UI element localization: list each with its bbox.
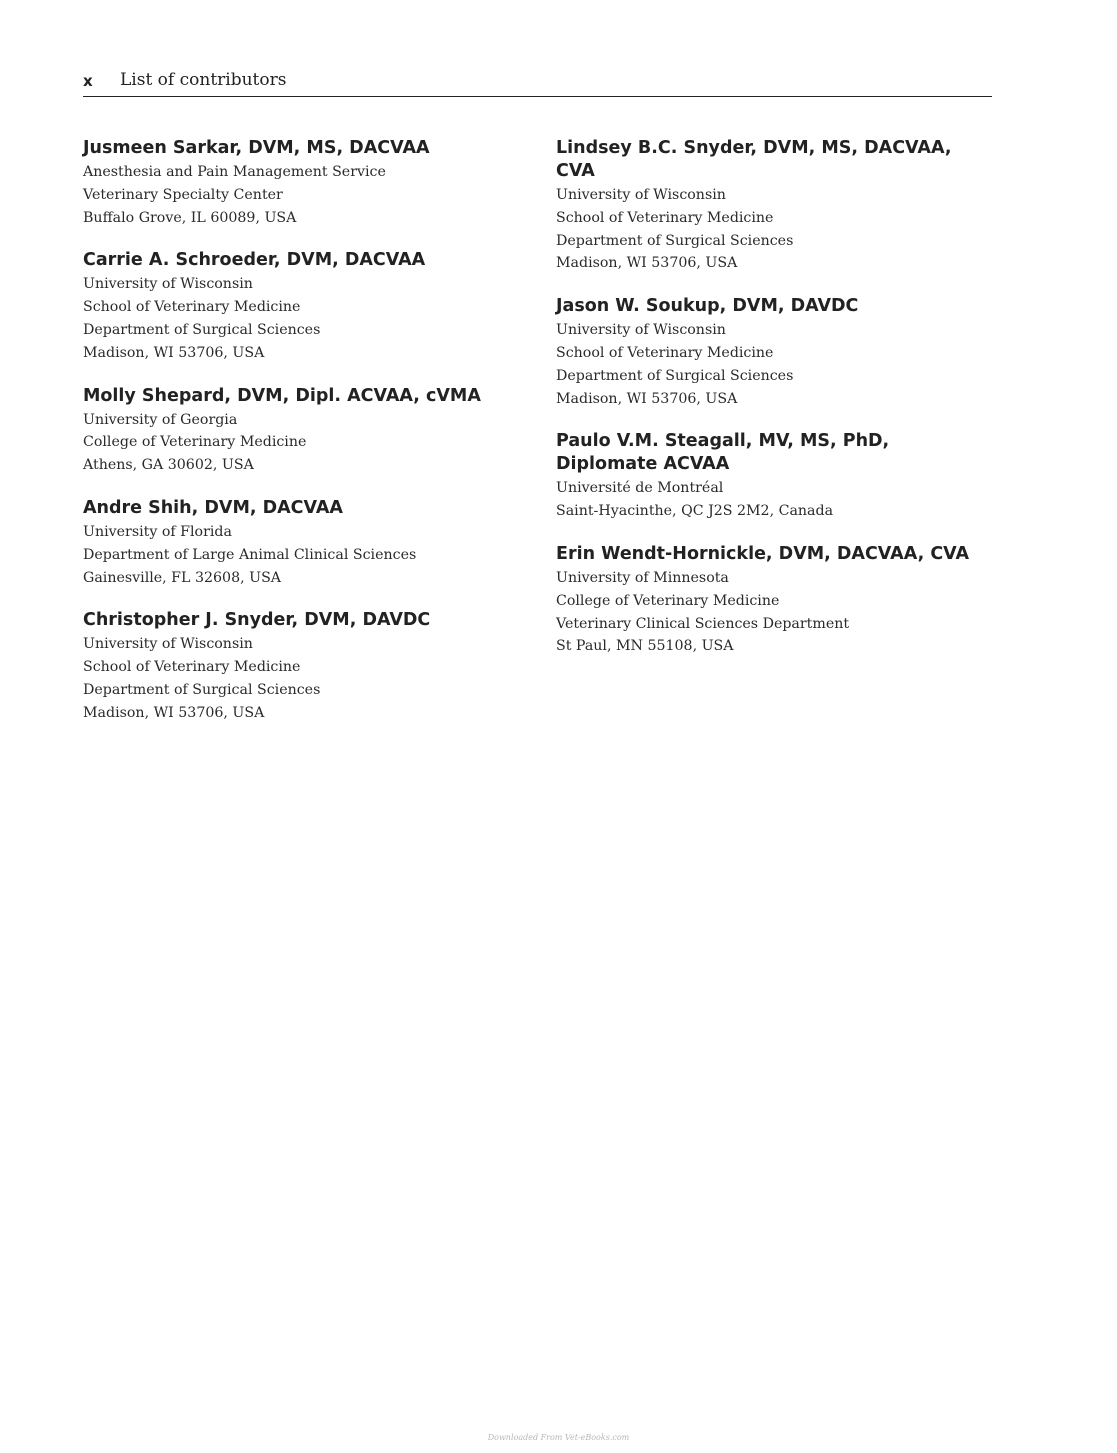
contributor-entry xyxy=(556,294,996,410)
contributor-entry xyxy=(556,542,996,658)
affiliation-line: University of Wisconsin xyxy=(83,636,253,653)
contributors-right-column xyxy=(556,136,996,677)
contributor-name: Lindsey B.C. Snyder, DVM, MS, DACVAA, CVA xyxy=(556,138,952,181)
contributor-entry xyxy=(83,248,523,364)
affiliation-line: Department of Surgical Sciences xyxy=(556,232,794,249)
contributor-name: Andre Shih, DVM, DACVAA xyxy=(83,497,343,518)
contributor-affiliation xyxy=(83,161,523,229)
contributor-affiliation xyxy=(83,409,523,477)
contributor-name: Christopher J. Snyder, DVM, DAVDC xyxy=(83,610,431,631)
contributor-name: Paulo V.M. Steagall, MV, MS, PhD, Diplomate ACVAA xyxy=(556,431,890,475)
affiliation-line: Athens, GA 30602, USA xyxy=(83,457,254,474)
affiliation-line: Veterinary Clinical Sciences Department xyxy=(556,615,850,632)
affiliation-line: School of Veterinary Medicine xyxy=(556,344,774,361)
affiliation-line: Anesthesia and Pain Management Service xyxy=(83,164,386,180)
affiliation-line: College of Veterinary Medicine xyxy=(556,592,780,609)
affiliation-line: Saint-Hyacinthe, QC J2S 2M2, Canada xyxy=(556,503,834,520)
contributor-name: Jusmeen Sarkar, DVM, MS, DACVAA xyxy=(83,138,430,158)
affiliation-line: School of Veterinary Medicine xyxy=(83,659,301,676)
affiliation-line: St Paul, MN 55108, USA xyxy=(556,638,734,655)
contributor-entry xyxy=(556,429,996,523)
affiliation-line: Université de Montréal xyxy=(556,480,724,497)
affiliation-line: Madison, WI 53706, USA xyxy=(556,390,738,407)
contributor-affiliation xyxy=(556,567,996,658)
affiliation-line: Madison, WI 53706, USA xyxy=(556,255,738,272)
contributor-entry xyxy=(83,384,523,477)
affiliation-line: Gainesville, FL 32608, USA xyxy=(83,569,282,586)
affiliation-line: Madison, WI 53706, USA xyxy=(83,344,265,361)
contributor-affiliation xyxy=(83,633,523,724)
affiliation-line: University of Wisconsin xyxy=(83,276,253,293)
contributor-entry xyxy=(83,496,523,589)
contributor-entry xyxy=(83,136,523,229)
affiliation-line: School of Veterinary Medicine xyxy=(556,209,774,226)
contributor-affiliation xyxy=(556,477,996,523)
affiliation-line: University of Georgia xyxy=(83,411,238,428)
affiliation-line: College of Veterinary Medicine xyxy=(83,434,307,451)
affiliation-line: University of Florida xyxy=(83,523,232,540)
contributor-name: Jason W. Soukup, DVM, DAVDC xyxy=(556,296,859,317)
contributor-affiliation xyxy=(556,184,996,275)
contributor-entry xyxy=(83,608,523,724)
contributor-entry xyxy=(556,136,996,275)
affiliation-line: Buffalo Grove, IL 60089, USA xyxy=(83,209,297,226)
affiliation-line: Department of Surgical Sciences xyxy=(556,367,794,384)
affiliation-line: Department of Large Animal Clinical Sciences xyxy=(83,546,417,563)
page-number: x xyxy=(83,72,93,90)
contributor-name: Carrie A. Schroeder, DVM, DACVAA xyxy=(83,250,426,271)
download-watermark: Downloaded From Vet-eBooks.com xyxy=(487,1433,630,1442)
running-title: List of contributors xyxy=(120,70,287,90)
affiliation-line: University of Wisconsin xyxy=(556,322,726,339)
contributor-affiliation xyxy=(83,521,523,589)
running-header xyxy=(83,70,992,97)
affiliation-line: Department of Surgical Sciences xyxy=(83,681,321,698)
contributor-affiliation xyxy=(83,273,523,364)
contributor-name: Molly Shepard, DVM, Dipl. ACVAA, cVMA xyxy=(83,385,481,406)
affiliation-line: Madison, WI 53706, USA xyxy=(83,704,265,721)
affiliation-line: Department of Surgical Sciences xyxy=(83,321,321,338)
affiliation-line: University of Minnesota xyxy=(556,569,729,586)
affiliation-line: University of Wisconsin xyxy=(556,187,726,203)
affiliation-line: School of Veterinary Medicine xyxy=(83,299,301,316)
contributors-left-column xyxy=(83,136,523,744)
contributor-name: Erin Wendt-Hornickle, DVM, DACVAA, CVA xyxy=(556,543,970,564)
affiliation-line: Veterinary Specialty Center xyxy=(83,186,283,203)
contributor-affiliation xyxy=(556,319,996,410)
